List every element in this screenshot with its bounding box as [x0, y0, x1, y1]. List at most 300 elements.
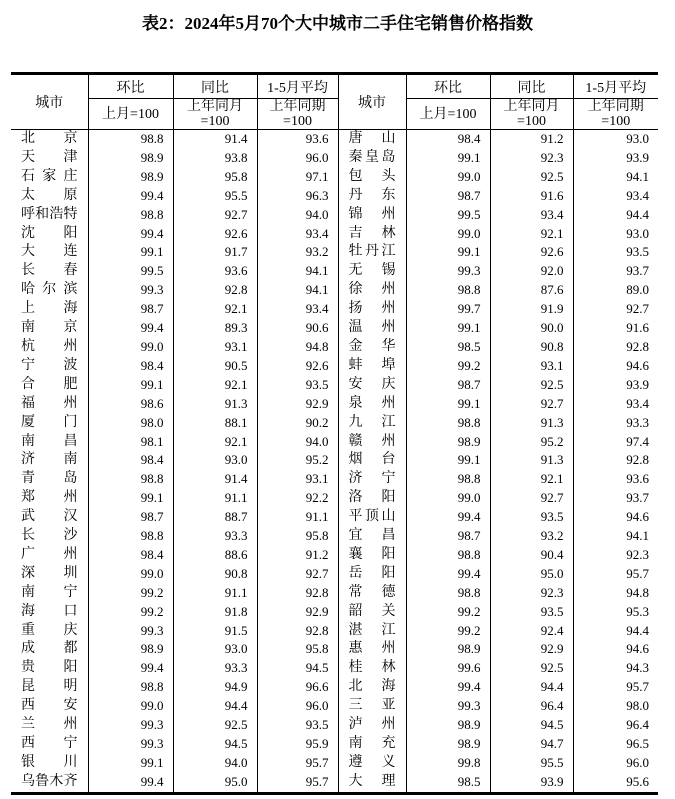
city-name-cell: 西宁: [11, 735, 88, 754]
table-body: [11, 130, 658, 794]
avg-value-cell: 95.6: [626, 773, 649, 789]
mom-value-cell: 99.0: [406, 489, 490, 508]
yoy-value-cell: 90.8: [173, 565, 257, 584]
mom-value-cell: 99.1: [406, 451, 490, 470]
yoy-value-cell: 91.8: [173, 603, 257, 622]
table-row: [11, 451, 658, 470]
yoy-value-cell: 94.5: [490, 716, 573, 735]
mom-value-cell: 98.4: [88, 451, 173, 470]
table-row: [11, 697, 658, 716]
avg-value-cell: 94.0: [257, 433, 338, 452]
city-name-cell: 无锡: [338, 262, 406, 281]
avg-value-cell: 95.7: [257, 773, 338, 793]
price-index-table: [11, 72, 658, 795]
city-name-cell: 长春: [11, 262, 88, 281]
city-name-cell: 银川: [11, 754, 88, 773]
avg-value-cell: 90.2: [257, 414, 338, 433]
city-name-cell: 深圳: [11, 565, 88, 584]
city-name-cell: 宁波: [11, 357, 88, 376]
mom-value-cell: 99.2: [88, 584, 173, 603]
yoy-value-cell: 92.4: [490, 622, 573, 641]
city-name-cell: 乌鲁木齐: [11, 773, 88, 793]
city-name-cell: 福州: [11, 395, 88, 414]
avg-value-cell: 94.6: [626, 509, 649, 525]
avg-value-cell: 94.8: [626, 584, 649, 600]
avg-value-cell: 93.4: [257, 225, 338, 244]
yoy-value-cell: 91.1: [173, 489, 257, 508]
city-name-cell: 泸州: [338, 716, 406, 735]
mom-value-cell: 98.7: [406, 187, 490, 206]
city-name-cell: 湛江: [338, 622, 406, 641]
city-name-cell: 天津: [11, 149, 88, 168]
city-name-cell: 重庆: [11, 622, 88, 641]
yoy-value-cell: 91.4: [173, 130, 257, 149]
city-name-cell: 平顶山: [338, 508, 406, 527]
city-name-cell: 烟台: [338, 451, 406, 470]
city-name-cell: 兰州: [11, 716, 88, 735]
table-row: [11, 225, 658, 244]
city-name-cell: 北京: [11, 130, 88, 149]
city-name-cell: 锦州: [338, 206, 406, 225]
city-name-cell: 北海: [338, 678, 406, 697]
table-row: [11, 395, 658, 414]
avg-value-cell: 93.9: [626, 376, 649, 392]
header-mom-left: 环比: [88, 74, 173, 99]
avg-value-cell: 93.1: [257, 470, 338, 489]
avg-value-cell: 96.0: [257, 149, 338, 168]
avg-value-cell: 93.5: [257, 716, 338, 735]
city-name-cell: 大连: [11, 243, 88, 262]
yoy-value-cell: 91.3: [173, 395, 257, 414]
mom-value-cell: 98.9: [406, 716, 490, 735]
mom-value-cell: 99.1: [406, 149, 490, 168]
avg-value-cell: 91.6: [626, 320, 649, 336]
avg-value-cell: 94.1: [257, 262, 338, 281]
mom-value-cell: 99.1: [406, 395, 490, 414]
yoy-value-cell: 91.1: [173, 584, 257, 603]
city-name-cell: 西安: [11, 697, 88, 716]
city-name-cell: 洛阳: [338, 489, 406, 508]
header-mom-base-left: 上月=100: [88, 99, 173, 130]
header-yoy-right: 同比: [490, 74, 573, 99]
city-name-cell: 牡丹江: [338, 243, 406, 262]
table-row: [11, 716, 658, 735]
yoy-value-cell: 92.8: [173, 281, 257, 300]
mom-value-cell: 99.1: [88, 489, 173, 508]
mom-value-cell: 99.4: [406, 565, 490, 584]
mom-value-cell: 99.0: [406, 225, 490, 244]
header-row-top: [11, 74, 658, 99]
yoy-value-cell: 95.8: [173, 168, 257, 187]
mom-value-cell: 99.0: [88, 565, 173, 584]
table-row: [11, 773, 658, 793]
yoy-value-cell: 90.8: [490, 338, 573, 357]
mom-value-cell: 98.8: [406, 470, 490, 489]
city-name-cell: 金华: [338, 338, 406, 357]
yoy-value-cell: 92.9: [490, 640, 573, 659]
mom-value-cell: 99.8: [406, 754, 490, 773]
avg-value-cell: 95.8: [257, 640, 338, 659]
table-row: [11, 206, 658, 225]
mom-value-cell: 99.0: [406, 168, 490, 187]
city-name-cell: 呼和浩特: [11, 206, 88, 225]
header-mom-base-right: 上月=100: [406, 99, 490, 130]
avg-value-cell: 90.6: [257, 319, 338, 338]
yoy-value-cell: 91.2: [490, 130, 573, 149]
yoy-value-cell: 95.0: [173, 773, 257, 793]
mom-value-cell: 99.0: [88, 697, 173, 716]
mom-value-cell: 99.4: [88, 187, 173, 206]
avg-value-cell: 93.5: [257, 376, 338, 395]
yoy-value-cell: 96.4: [490, 697, 573, 716]
city-name-cell: 杭州: [11, 338, 88, 357]
avg-value-cell: 94.8: [257, 338, 338, 357]
mom-value-cell: 98.9: [88, 149, 173, 168]
mom-value-cell: 98.8: [88, 678, 173, 697]
mom-value-cell: 99.4: [406, 508, 490, 527]
mom-value-cell: 99.3: [406, 697, 490, 716]
mom-value-cell: 99.1: [406, 319, 490, 338]
table-row: [11, 149, 658, 168]
city-name-cell: 郑州: [11, 489, 88, 508]
mom-value-cell: 98.9: [406, 433, 490, 452]
avg-value-cell: 89.0: [626, 282, 649, 298]
city-name-cell: 南宁: [11, 584, 88, 603]
mom-value-cell: 98.4: [88, 546, 173, 565]
yoy-value-cell: 92.1: [173, 433, 257, 452]
yoy-value-cell: 93.5: [490, 508, 573, 527]
city-name-cell: 广州: [11, 546, 88, 565]
avg-value-cell: 96.0: [626, 754, 649, 770]
mom-value-cell: 99.3: [88, 716, 173, 735]
city-name-cell: 上海: [11, 300, 88, 319]
city-name-cell: 赣州: [338, 433, 406, 452]
city-name-cell: 长沙: [11, 527, 88, 546]
city-name-cell: 扬州: [338, 300, 406, 319]
table-row: [11, 262, 658, 281]
table-row: [11, 622, 658, 641]
city-name-cell: 大理: [338, 773, 406, 793]
city-name-cell: 秦皇岛: [338, 149, 406, 168]
avg-value-cell: 98.0: [626, 698, 649, 714]
yoy-value-cell: 88.6: [173, 546, 257, 565]
avg-value-cell: 92.6: [257, 357, 338, 376]
yoy-value-cell: 93.1: [490, 357, 573, 376]
mom-value-cell: 98.8: [406, 414, 490, 433]
city-name-cell: 南昌: [11, 433, 88, 452]
avg-value-cell: 92.3: [626, 546, 649, 562]
table-row: [11, 470, 658, 489]
mom-value-cell: 99.5: [406, 206, 490, 225]
yoy-value-cell: 95.2: [490, 433, 573, 452]
avg-value-cell: 92.8: [626, 338, 649, 354]
mom-value-cell: 99.2: [406, 622, 490, 641]
avg-value-cell: 96.6: [257, 678, 338, 697]
yoy-value-cell: 92.7: [173, 206, 257, 225]
mom-value-cell: 98.4: [406, 130, 490, 149]
mom-value-cell: 99.2: [406, 603, 490, 622]
yoy-value-cell: 92.1: [173, 300, 257, 319]
header-yoy-base-right: 上年同月=100: [490, 99, 573, 130]
table-row: [11, 433, 658, 452]
mom-value-cell: 98.8: [406, 546, 490, 565]
city-name-cell: 海口: [11, 603, 88, 622]
yoy-value-cell: 92.1: [490, 225, 573, 244]
city-name-cell: 南京: [11, 319, 88, 338]
yoy-value-cell: 93.0: [173, 640, 257, 659]
mom-value-cell: 98.9: [88, 640, 173, 659]
city-name-cell: 青岛: [11, 470, 88, 489]
city-name-cell: 南充: [338, 735, 406, 754]
table-row: [11, 678, 658, 697]
avg-value-cell: 95.7: [626, 679, 649, 695]
city-name-cell: 济南: [11, 451, 88, 470]
avg-value-cell: 95.3: [626, 603, 649, 619]
avg-value-cell: 96.5: [626, 736, 649, 751]
table-row: [11, 414, 658, 433]
yoy-value-cell: 93.8: [173, 149, 257, 168]
avg-value-cell: 96.4: [626, 717, 649, 733]
yoy-value-cell: 91.3: [490, 414, 573, 433]
avg-value-cell: 94.6: [626, 357, 649, 373]
mom-value-cell: 99.4: [88, 319, 173, 338]
yoy-value-cell: 94.5: [173, 735, 257, 754]
yoy-value-cell: 93.1: [173, 338, 257, 357]
mom-value-cell: 98.8: [406, 584, 490, 603]
yoy-value-cell: 91.3: [490, 451, 573, 470]
yoy-value-cell: 90.4: [490, 546, 573, 565]
mom-value-cell: 98.8: [88, 527, 173, 546]
city-name-cell: 成都: [11, 640, 88, 659]
city-name-cell: 襄阳: [338, 546, 406, 565]
city-name-cell: 惠州: [338, 640, 406, 659]
yoy-value-cell: 94.4: [490, 678, 573, 697]
table-row: [11, 300, 658, 319]
city-name-cell: 温州: [338, 319, 406, 338]
mom-value-cell: 98.7: [88, 508, 173, 527]
city-name-cell: 徐州: [338, 281, 406, 300]
city-name-cell: 常德: [338, 584, 406, 603]
avg-value-cell: 93.7: [626, 263, 649, 279]
table-row: [11, 584, 658, 603]
avg-value-cell: 92.8: [257, 584, 338, 603]
mom-value-cell: 98.8: [88, 130, 173, 149]
header-yoy-base-left: 上年同月=100: [173, 99, 257, 130]
table-row: [11, 319, 658, 338]
mom-value-cell: 99.1: [406, 243, 490, 262]
avg-value-cell: 94.6: [626, 641, 649, 657]
mom-value-cell: 98.8: [88, 206, 173, 225]
avg-value-cell: 91.2: [257, 546, 338, 565]
yoy-value-cell: 93.3: [173, 659, 257, 678]
avg-value-cell: 95.9: [257, 735, 338, 754]
avg-value-cell: 94.3: [626, 660, 649, 676]
yoy-value-cell: 94.7: [490, 735, 573, 754]
avg-value-cell: 96.0: [257, 697, 338, 716]
yoy-value-cell: 92.5: [173, 716, 257, 735]
avg-value-cell: 93.3: [626, 414, 649, 430]
yoy-value-cell: 95.0: [490, 565, 573, 584]
yoy-value-cell: 90.5: [173, 357, 257, 376]
yoy-value-cell: 94.4: [173, 697, 257, 716]
mom-value-cell: 98.9: [88, 168, 173, 187]
yoy-value-cell: 91.9: [490, 300, 573, 319]
avg-value-cell: 91.1: [257, 508, 338, 527]
city-name-cell: 昆明: [11, 678, 88, 697]
mom-value-cell: 99.0: [88, 338, 173, 357]
table-row: [11, 187, 658, 206]
mom-value-cell: 99.2: [88, 603, 173, 622]
mom-value-cell: 99.3: [406, 262, 490, 281]
avg-value-cell: 93.9: [626, 149, 649, 165]
yoy-value-cell: 92.5: [490, 376, 573, 395]
city-name-cell: 厦门: [11, 414, 88, 433]
avg-value-cell: 93.5: [626, 244, 649, 260]
avg-value-cell: 94.0: [257, 206, 338, 225]
mom-value-cell: 98.9: [406, 640, 490, 659]
city-name-cell: 桂林: [338, 659, 406, 678]
avg-value-cell: 93.6: [626, 471, 649, 487]
header-city-left: 城市: [11, 74, 88, 130]
avg-value-cell: 92.2: [257, 489, 338, 508]
city-name-cell: 九江: [338, 414, 406, 433]
city-name-cell: 贵阳: [11, 659, 88, 678]
mom-value-cell: 99.1: [88, 376, 173, 395]
mom-value-cell: 99.2: [406, 357, 490, 376]
city-name-cell: 包头: [338, 168, 406, 187]
city-name-cell: 唐山: [338, 130, 406, 149]
avg-value-cell: 93.6: [257, 130, 338, 149]
city-name-cell: 武汉: [11, 508, 88, 527]
mom-value-cell: 99.4: [406, 678, 490, 697]
yoy-value-cell: 92.6: [490, 243, 573, 262]
avg-value-cell: 94.4: [626, 206, 649, 222]
yoy-value-cell: 92.1: [173, 376, 257, 395]
mom-value-cell: 99.7: [406, 300, 490, 319]
mom-value-cell: 98.7: [406, 376, 490, 395]
yoy-value-cell: 93.6: [173, 262, 257, 281]
avg-value-cell: 94.1: [626, 168, 649, 184]
table-row: [11, 659, 658, 678]
table-row: [11, 168, 658, 187]
yoy-value-cell: 92.1: [490, 470, 573, 489]
mom-value-cell: 98.0: [88, 414, 173, 433]
avg-value-cell: 94.5: [257, 659, 338, 678]
table-row: [11, 281, 658, 300]
avg-value-cell: 93.4: [626, 395, 649, 411]
avg-value-cell: 92.8: [257, 622, 338, 641]
avg-value-cell: 92.7: [626, 301, 649, 317]
yoy-value-cell: 93.0: [173, 451, 257, 470]
table-row: [11, 508, 658, 527]
avg-value-cell: 93.2: [257, 243, 338, 262]
city-name-cell: 泉州: [338, 395, 406, 414]
yoy-value-cell: 90.0: [490, 319, 573, 338]
yoy-value-cell: 93.4: [490, 206, 573, 225]
yoy-value-cell: 91.7: [173, 243, 257, 262]
header-row-base: [11, 99, 658, 130]
yoy-value-cell: 87.6: [490, 281, 573, 300]
yoy-value-cell: 92.7: [490, 395, 573, 414]
mom-value-cell: 99.3: [88, 281, 173, 300]
avg-value-cell: 96.3: [257, 187, 338, 206]
yoy-value-cell: 93.2: [490, 527, 573, 546]
mom-value-cell: 99.3: [88, 735, 173, 754]
avg-value-cell: 95.7: [626, 565, 649, 581]
yoy-value-cell: 92.6: [173, 225, 257, 244]
mom-value-cell: 99.6: [406, 659, 490, 678]
table-row: [11, 357, 658, 376]
avg-value-cell: 93.4: [257, 300, 338, 319]
avg-value-cell: 93.0: [626, 131, 649, 146]
header-avg-base-right: 上年同期=100: [573, 99, 658, 130]
city-name-cell: 太原: [11, 187, 88, 206]
table-row: [11, 243, 658, 262]
table-row: [11, 603, 658, 622]
table-row: [11, 754, 658, 773]
mom-value-cell: 99.1: [88, 754, 173, 773]
city-name-cell: 吉林: [338, 225, 406, 244]
header-avg-right: 1-5月平均: [573, 74, 658, 99]
yoy-value-cell: 92.3: [490, 149, 573, 168]
header-avg-base-left: 上年同期=100: [257, 99, 338, 130]
mom-value-cell: 98.8: [406, 281, 490, 300]
city-name-cell: 遵义: [338, 754, 406, 773]
city-name-cell: 三亚: [338, 697, 406, 716]
yoy-value-cell: 93.5: [490, 603, 573, 622]
yoy-value-cell: 91.6: [490, 187, 573, 206]
header-city-right: 城市: [338, 74, 406, 130]
yoy-value-cell: 95.5: [490, 754, 573, 773]
city-name-cell: 哈尔滨: [11, 281, 88, 300]
avg-value-cell: 95.2: [257, 451, 338, 470]
mom-value-cell: 98.4: [88, 357, 173, 376]
mom-value-cell: 98.6: [88, 395, 173, 414]
yoy-value-cell: 92.7: [490, 489, 573, 508]
avg-value-cell: 92.8: [626, 452, 649, 468]
yoy-value-cell: 91.4: [173, 470, 257, 489]
table-row: [11, 376, 658, 395]
mom-value-cell: 98.5: [406, 338, 490, 357]
city-name-cell: 宜昌: [338, 527, 406, 546]
mom-value-cell: 98.7: [88, 300, 173, 319]
mom-value-cell: 99.3: [88, 622, 173, 641]
avg-value-cell: 94.1: [257, 281, 338, 300]
yoy-value-cell: 92.0: [490, 262, 573, 281]
table-row: [11, 527, 658, 546]
city-name-cell: 石家庄: [11, 168, 88, 187]
yoy-value-cell: 89.3: [173, 319, 257, 338]
yoy-value-cell: 95.5: [173, 187, 257, 206]
mom-value-cell: 99.4: [88, 773, 173, 793]
mom-value-cell: 98.9: [406, 735, 490, 754]
yoy-value-cell: 88.7: [173, 508, 257, 527]
avg-value-cell: 92.7: [257, 565, 338, 584]
table-row: [11, 130, 658, 149]
avg-value-cell: 95.8: [257, 527, 338, 546]
yoy-value-cell: 94.9: [173, 678, 257, 697]
city-name-cell: 安庆: [338, 376, 406, 395]
city-name-cell: 合肥: [11, 376, 88, 395]
city-name-cell: 丹东: [338, 187, 406, 206]
avg-value-cell: 95.7: [257, 754, 338, 773]
yoy-value-cell: 91.5: [173, 622, 257, 641]
city-name-cell: 岳阳: [338, 565, 406, 584]
city-name-cell: 蚌埠: [338, 357, 406, 376]
yoy-value-cell: 93.9: [490, 773, 573, 793]
table-header: [11, 74, 658, 130]
mom-value-cell: 98.8: [88, 470, 173, 489]
